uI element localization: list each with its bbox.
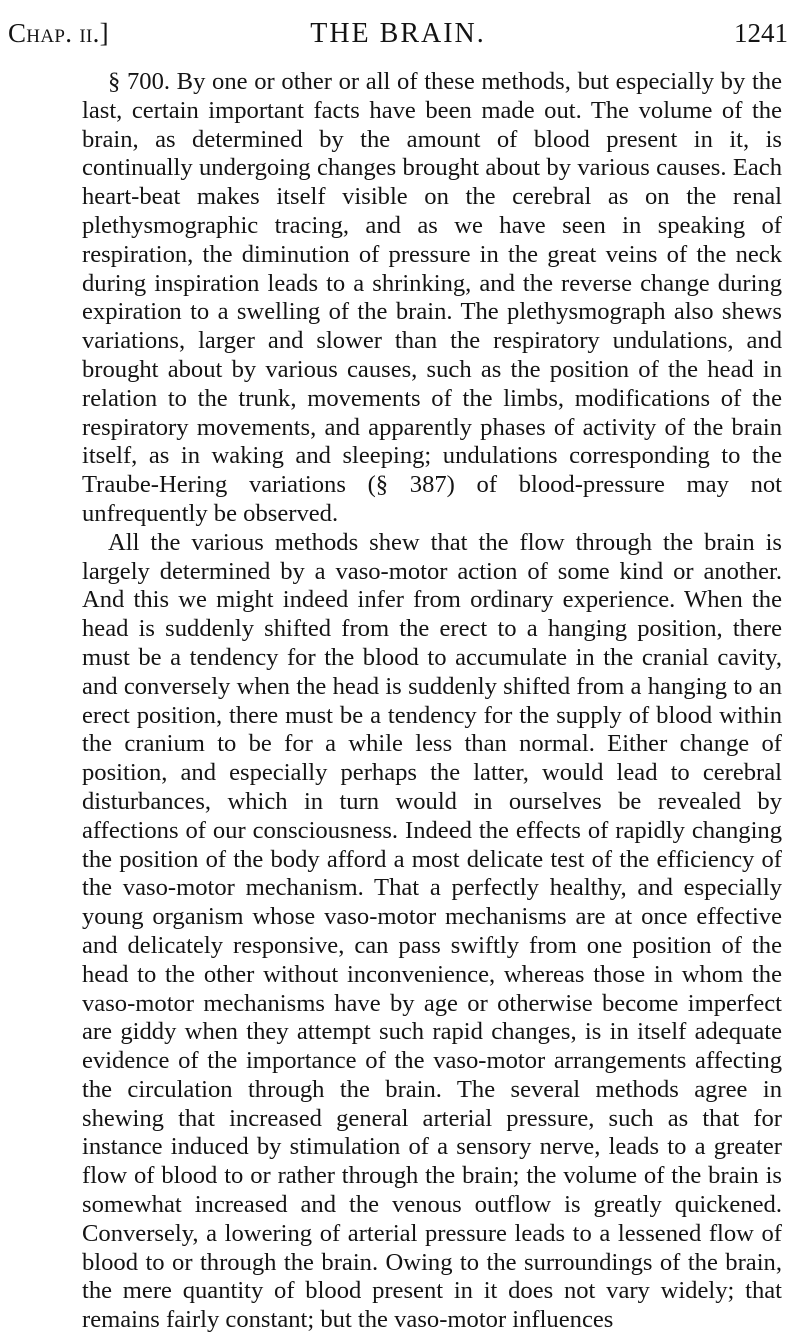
body-text [82, 68, 782, 1335]
paragraph-vaso-motor: All the various methods shew that the flow through the brain is largely determined by a vaso-motor action of some kind or another. And this we might indeed infer from ordinary experience. When the head is suddenly shifted from the erect to a hanging position, there must be a tendency for the blood to accumulate in the cranial cavity, and conversely when the head is suddenly shifted from a hanging to an erect position, there must be a tendency for the supply of blood within the cranium to be for a while less than normal. Either change of position, and especially perhaps the latter, would lead to cerebral disturbances, which in turn would in ourselves be revealed by affections of our consciousness. Indeed the effects of rapidly changing the position of the body afford a most delicate test of the efficiency of the vaso-motor mechanism. That a perfectly healthy, and especially young organism whose vaso-motor mechanisms are at once effective and delicately responsive, can pass swiftly from one position of the head to the other without inconvenience, whereas those in whom the vaso-motor mechanisms have by age or otherwise become imperfect are giddy when they attempt such rapid changes, is in itself adequate evidence of the importance of the vaso-motor arrangements affecting the circulation through the brain. The several methods agree in shewing that increased general arterial pressure, such as that for instance induced by stimulation of a sensory nerve, leads to a greater flow of blood to or rather through the brain; the volume of the brain is somewhat increased and the venous outflow is greatly quickened. Conversely, a lowering of arterial pressure leads to a lessened flow of blood to or through the brain. Owing to the surroundings of the brain, the mere quantity of blood present in it does not vary widely; that remains fairly constant; but the vaso-motor influences [82, 528, 782, 1334]
running-head [8, 18, 788, 52]
chapter-label: Chap. ii.] [8, 18, 109, 48]
paragraph-section-700: § 700. By one or other or all of these methods, but especially by the last, certain important facts have been made out. The volume of the brain, as determined by the amount of blood present in it, is continually undergoing changes brought about by various causes. Each heart-beat makes itself visible on the cerebral as on the renal plethysmographic tracing, and as we have seen in speaking of respiration, the diminution of pressure in the great veins of the neck during inspiration leads to a shrinking, and the reverse change during expiration to a swelling of the brain. The plethysmograph also shews variations, larger and slower than the respiratory undulations, and brought about by various causes, such as the position of the head in relation to the trunk, movements of the limbs, modifications of the respiratory movements, and apparently phases of activity of the brain itself, as in waking and sleeping; undulations corresponding to the Traube-Hering variations (§ 387) of blood-pressure may not unfrequently be observed. [82, 68, 782, 527]
page-number: 1241 [734, 18, 788, 48]
running-title: THE BRAIN. [310, 18, 486, 49]
